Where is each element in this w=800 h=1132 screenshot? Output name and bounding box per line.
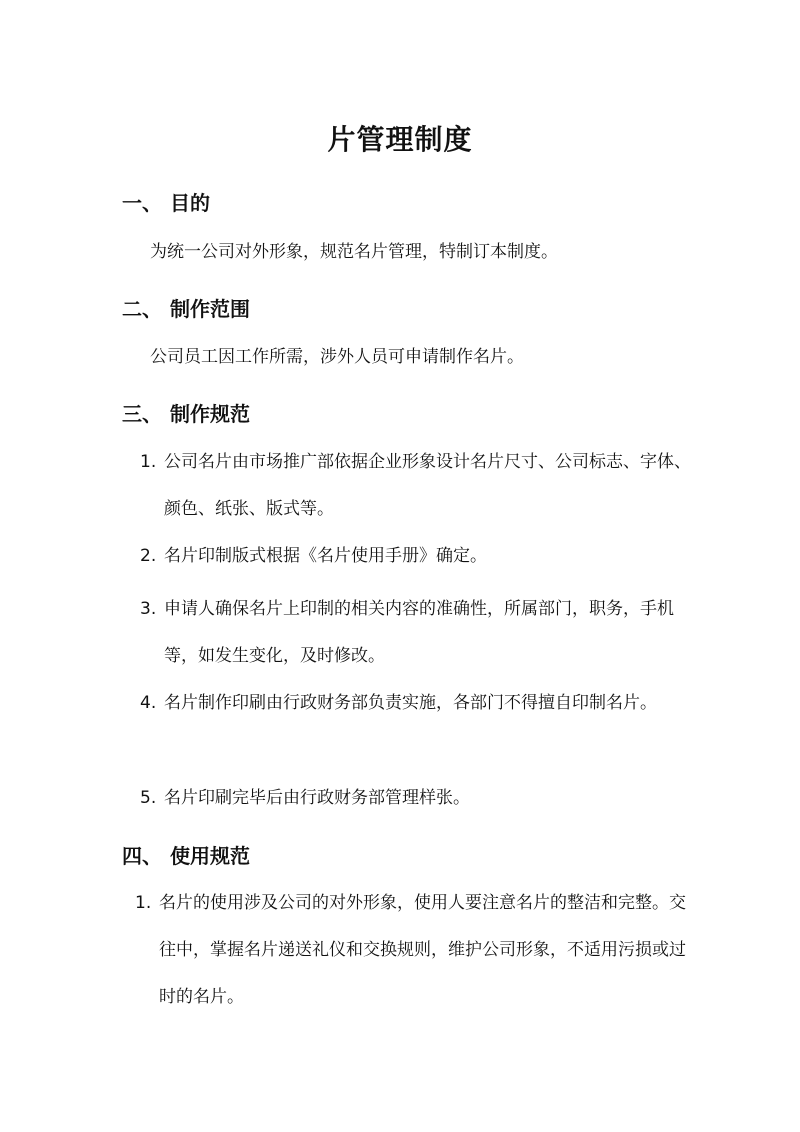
section-number: 三、 (122, 402, 162, 426)
section-title: 使用规范 (170, 844, 250, 868)
list-item (140, 533, 700, 580)
section-paragraph-scope: 公司员工因工作所需，涉外人员可申请制作名片。 (150, 347, 524, 367)
list-item-text: 申请人确保名片上印制的相关内容的准确性，所属部门，职务，手机等，如发生变化，及时修改。 (164, 599, 674, 666)
list-item (140, 439, 700, 533)
section-number: 一、 (122, 191, 162, 215)
section-heading-usage-rules (122, 840, 250, 869)
list-item-number: 1. (135, 893, 152, 913)
list-item-text: 名片制作印刷由行政财务部负责实施，各部门不得擅自印制名片。 (164, 693, 657, 713)
list-item-number: 4. (140, 693, 157, 713)
section-heading-purpose (122, 187, 210, 216)
section-title: 制作规范 (170, 402, 250, 426)
list-item-text: 公司名片由市场推广部依据企业形象设计名片尺寸、公司标志、字体、颜色、纸张、版式等。 (164, 452, 691, 519)
section-title: 目的 (170, 191, 210, 215)
list-item-text: 名片印制版式根据《名片使用手册》确定。 (164, 546, 487, 566)
section-number: 四、 (122, 844, 162, 868)
list-item-text: 名片的使用涉及公司的对外形象，使用人要注意名片的整洁和完整。交往中，掌握名片递送礼仪和交换规则，维护公司形象，不适用污损或过时的名片。 (159, 893, 686, 1007)
section-paragraph-purpose: 为统一公司对外形象，规范名片管理，特制订本制度。 (150, 242, 558, 262)
list-item (135, 880, 690, 1021)
section-heading-production-rules (122, 398, 250, 427)
section-number: 二、 (122, 297, 162, 321)
list-item-number: 2. (140, 546, 157, 566)
list-item (140, 680, 700, 727)
list-item (140, 775, 700, 822)
document-title: 片管理制度 (327, 123, 473, 156)
list-item (140, 586, 700, 680)
list-item-text: 名片印刷完毕后由行政财务部管理样张。 (164, 788, 470, 808)
section-title: 制作范围 (170, 297, 250, 321)
list-item-number: 3. (140, 599, 157, 619)
list-item-number: 5. (140, 788, 157, 808)
list-item-number: 1. (140, 452, 157, 472)
section-heading-scope (122, 293, 250, 322)
